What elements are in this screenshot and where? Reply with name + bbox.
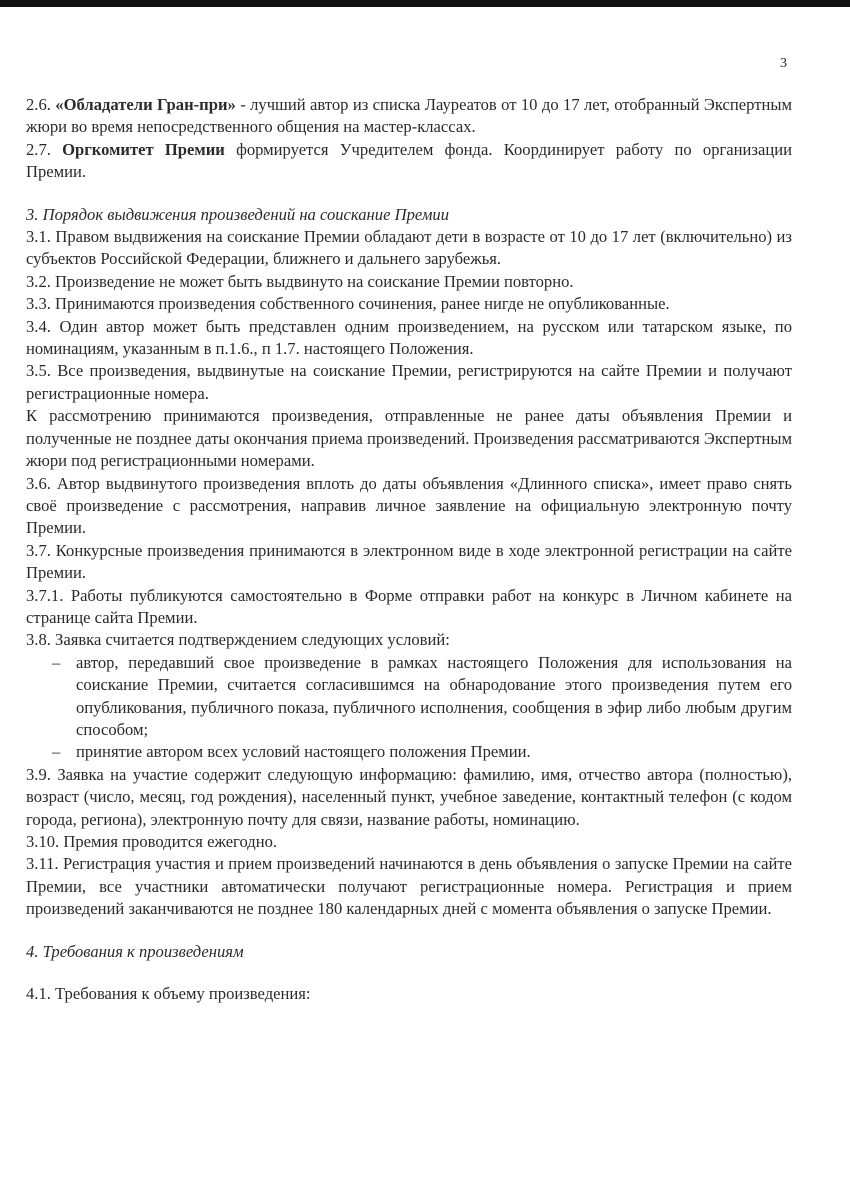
paragraph-3-5-continued: К рассмотрению принимаются произведения, отправленные не ранее даты объявления Премии и полученные не позднее даты окончания приема произведений. Произведения рассматриваются Экспертным жюри под регистрационными номерами. [26, 406, 792, 471]
item-text: формируется Учредителем фонда. Координирует работу по организации Премии. [26, 139, 792, 182]
paragraph-3-11: 3.11. Регистрация участия и прием произведений начинаются в день объявления о запуске Премии на сайте Премии, все участники автоматически получают регистрационные номера. Регистрация и прием произведений заканчиваются не позднее 180 календарных дней с момента объявления о запуске Премии. [26, 854, 792, 919]
paragraph-3-2: 3.2. Произведение не может быть выдвинуто на соискание Премии повторно. [26, 271, 574, 291]
scan-top-edge [0, 0, 850, 7]
section-4-heading: 4. Требования к произведениям [26, 941, 244, 961]
paragraph-3-9: 3.9. Заявка на участие содержит следующую информацию: фамилию, имя, отчество автора (полностью), возраст (число, месяц, год рождения), населенный пункт, учебное заведение, контактный телефон (с кодом города, региона), электронную почту для связи, название работы, номинацию. [26, 764, 792, 829]
paragraph-3-3: 3.3. Принимаются произведения собственного сочинения, ранее нигде не опубликованные. [26, 294, 670, 314]
paragraph-3-1: 3.1. Правом выдвижения на соискание Премии обладают дети в возрасте от 10 до 17 лет (включительно) из субъектов Российской Федерации, ближнего и дальнего зарубежья. [26, 227, 792, 269]
conditions-list [26, 652, 792, 764]
paragraph-2-6 [26, 94, 792, 139]
term-grand-prix-holders: «Обладатели Гран-при» [55, 95, 236, 114]
term-organizing-committee: Оргкомитет Премии [62, 139, 225, 159]
paragraph-3-5: 3.5. Все произведения, выдвинутые на соискание Премии, регистрируются на сайте Премии и получают регистрационные номера. [26, 361, 792, 403]
paragraph-2-7 [26, 139, 792, 184]
paragraph-3-10: 3.10. Премия проводится ежегодно. [26, 832, 278, 851]
paragraph-3-8: 3.8. Заявка считается подтверждением следующих условий: [26, 630, 450, 650]
item-number: 2.7. [26, 139, 51, 159]
list-item: – принятие автором всех условий настоящего положения Премии. [26, 741, 792, 763]
paragraph-3-7-1: 3.7.1. Работы публикуются самостоятельно в Форме отправки работ на конкурс в Личном кабинете на странице сайта Премии. [26, 585, 792, 627]
item-text: - лучший автор из списка Лауреатов от 10 до 17 лет, отобранный Экспертным жюри во время непосредственного общения на мастер-классах. [26, 95, 792, 137]
list-item: – автор, передавший свое произведение в рамках настоящего Положения для использования на соискание Премии, считается согласившимся на обнародование этого произведения путем его опубликования, публичного показа, публичного исполнения, сообщения в эфир либо любым другим способом; [26, 652, 792, 742]
paragraph-4-1: 4.1. Требования к объему произведения: [26, 984, 311, 1004]
paragraph-3-7: 3.7. Конкурсные произведения принимаются в электронном виде в ходе электронной регистрации на сайте Премии. [26, 540, 792, 583]
item-number: 2.6. [26, 95, 51, 114]
section-3-heading: 3. Порядок выдвижения произведений на соискание Премии [26, 204, 450, 224]
page-number: 3 [780, 56, 787, 71]
document-body [26, 94, 792, 1005]
paragraph-3-6: 3.6. Автор выдвинутого произведения вплоть до даты объявления «Длинного списка», имеет право снять своё произведение с рассмотрения, направив личное заявление на официальную электронную почту Премии. [26, 473, 792, 538]
paragraph-3-4: 3.4. Один автор может быть представлен одним произведением, на русском или татарском языке, по номинациям, указанным в п.1.6., п 1.7. настоящего Положения. [26, 316, 792, 359]
